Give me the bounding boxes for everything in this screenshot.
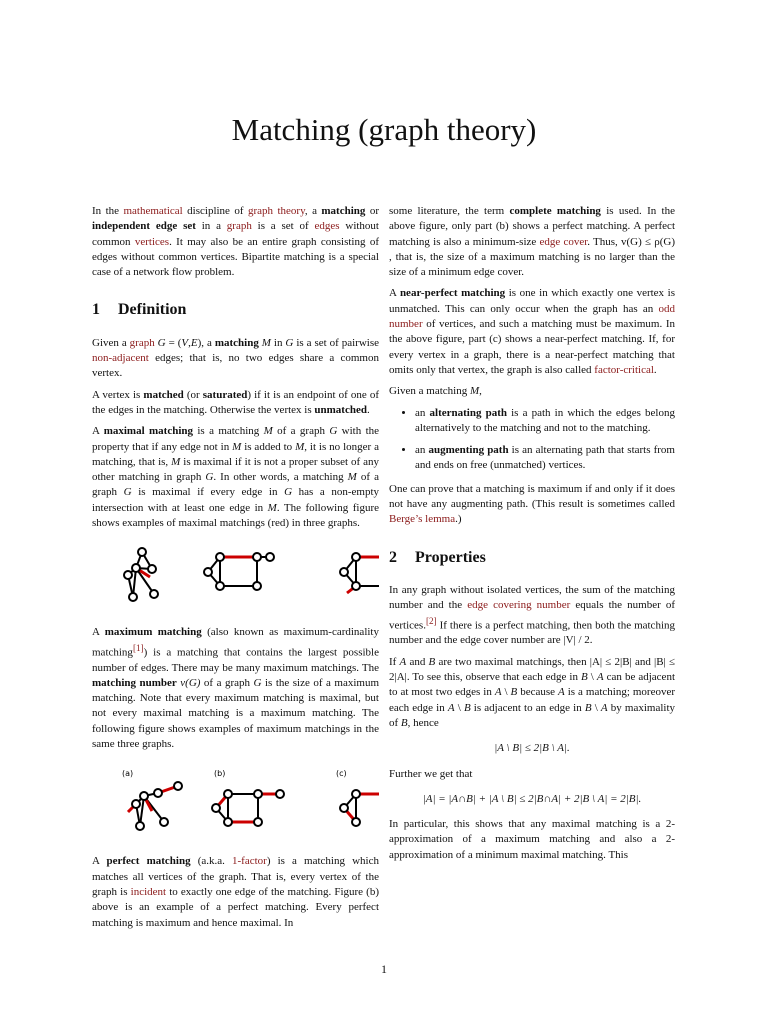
approximation-paragraph: In particular, this shows that any maximal matching is a 2-approximation of a maximum matching and also a 2-approximation of a minimum maximal matching. This bbox=[389, 818, 675, 861]
text-run: If there is a perfect matching, then both the matching number and the edge cover number are |V| / 2. bbox=[389, 619, 675, 647]
text-run: M bbox=[469, 385, 480, 398]
text-run: complete matching bbox=[509, 205, 601, 217]
text-run: is a set of bbox=[251, 220, 315, 233]
text-run: A vertex is bbox=[92, 388, 144, 401]
text-run: is a path in which the edges belong alternatively to the matching and not to the matching. bbox=[415, 406, 675, 434]
text-run: .) bbox=[455, 513, 462, 526]
text-run: G bbox=[253, 676, 262, 689]
graph-b bbox=[204, 553, 274, 590]
text-run: is added to bbox=[241, 440, 296, 453]
text-run: . It may also be an entire graph consisting of edges without common vertices. Bipartite matching is a special case of a network flow problem. bbox=[92, 235, 379, 279]
text-run: are two maximal matchings, then |A| ≤ 2|B| and |B| ≤ 2|A|. To see this, observe that each edge in bbox=[389, 655, 676, 684]
text-run: Given a bbox=[92, 336, 130, 349]
text-run: M bbox=[347, 471, 357, 484]
graph-c-max bbox=[340, 790, 379, 826]
text-run: A bbox=[494, 686, 502, 699]
wiki-link[interactable]: odd number bbox=[389, 302, 675, 331]
text-run: in bbox=[270, 336, 286, 349]
text-run: of a graph bbox=[92, 471, 380, 499]
maximum-matching-figure bbox=[92, 766, 379, 836]
text-run: is adjacent to an edge in bbox=[470, 701, 585, 714]
wiki-link[interactable]: non-adjacent bbox=[92, 352, 149, 365]
text-run: M bbox=[295, 440, 305, 453]
text-run: M bbox=[171, 455, 181, 468]
text-run: (also known as maximum-cardinality matching bbox=[92, 626, 379, 659]
wiki-link[interactable]: 1-factor bbox=[232, 855, 267, 868]
text-run: A bbox=[92, 855, 107, 868]
text-run: because bbox=[517, 686, 559, 699]
fig-label-c: (c) bbox=[336, 769, 347, 779]
maximal-matching-paragraph bbox=[92, 424, 379, 531]
page-title: Matching (graph theory) bbox=[231, 112, 537, 147]
text-run: equals the number of vertices. bbox=[389, 599, 675, 632]
list-item bbox=[415, 406, 675, 437]
text-run: G bbox=[285, 336, 294, 349]
text-run: , bbox=[479, 385, 482, 398]
text-run: . The following figure shows examples of maximal matchings (red) in three graphs. bbox=[92, 501, 379, 530]
text-run: = ( bbox=[165, 336, 182, 349]
wiki-link[interactable]: graph bbox=[129, 336, 155, 349]
text-run: G bbox=[157, 336, 166, 349]
text-run: is a set of pairwise bbox=[293, 336, 380, 349]
text-run: A bbox=[92, 425, 104, 438]
text-run: matched bbox=[143, 388, 184, 401]
text-run: B bbox=[400, 716, 408, 729]
text-run: One can prove that a matching is maximum if and only if it does not have any augmenting path. (This result is sometimes called bbox=[389, 482, 675, 511]
wiki-link[interactable]: edge cover bbox=[539, 235, 588, 248]
section-heading-properties: 2 Properties bbox=[389, 548, 486, 566]
text-run: has a non-empty intersection with at least one edge in bbox=[92, 486, 380, 514]
text-run: discipline of bbox=[182, 205, 248, 217]
text-run: B bbox=[581, 671, 588, 684]
further-paragraph: Further we get that bbox=[389, 767, 473, 780]
properties-paragraph bbox=[389, 583, 675, 649]
text-run: is maximal if it is not a proper subset of any other matching in graph bbox=[92, 455, 380, 484]
text-run: matching number bbox=[92, 676, 177, 689]
text-run: matching bbox=[214, 336, 259, 349]
text-run: in a bbox=[195, 220, 227, 233]
text-run: unmatched bbox=[314, 403, 367, 416]
text-run: Given a matching bbox=[389, 385, 470, 398]
wiki-link[interactable]: incident bbox=[130, 885, 167, 898]
text-run: A bbox=[558, 686, 565, 699]
text-run: . Thus, v(G) ≤ ρ(G) , that is, the size of a maximum matching is no larger than the size of a minimum edge cover. bbox=[389, 235, 675, 279]
text-run: G bbox=[284, 486, 293, 499]
text-run: is used. In the above figure, only part (b) shows a perfect matching. A perfect matching is also a minimum-size bbox=[389, 205, 675, 248]
text-run: A bbox=[399, 655, 407, 668]
matched-vertex-paragraph bbox=[92, 388, 379, 419]
text-run: is one in which exactly one vertex is unmatched. This can only occur when the graph has an bbox=[389, 287, 675, 315]
given-matching-paragraph bbox=[389, 384, 675, 399]
text-run: by maximality of bbox=[389, 701, 676, 729]
text-run: G bbox=[123, 486, 132, 499]
text-run: (or bbox=[183, 388, 203, 401]
text-run: . bbox=[366, 403, 370, 416]
maximal-bound-paragraph bbox=[389, 655, 675, 731]
text-run: \ bbox=[454, 701, 464, 714]
text-run: B bbox=[428, 655, 436, 668]
text-run: . bbox=[653, 363, 657, 376]
text-run: is a matching; moreover each edge in bbox=[389, 686, 675, 714]
text-run: B bbox=[510, 686, 518, 699]
fig-label-b: (b) bbox=[214, 769, 226, 779]
graph-a bbox=[124, 548, 158, 601]
wiki-link[interactable]: vertices bbox=[134, 235, 170, 248]
text-run: , a bbox=[304, 205, 322, 217]
intro-paragraph bbox=[92, 204, 379, 280]
maximum-matching-paragraph bbox=[92, 625, 379, 752]
fig-label-a: (a) bbox=[122, 769, 134, 779]
text-run: ) is a matching that contains the largest possible number of edges. There may be many maximum matchings. The bbox=[92, 646, 379, 674]
graph-a-max bbox=[128, 782, 182, 830]
text-run: to exactly one edge of the matching. Figure (b) above is an example of a perfect matching. Every perfect matching is maximum and hence maximal. In bbox=[92, 885, 379, 929]
text-run: \ bbox=[587, 671, 597, 684]
citation-link[interactable]: [2] bbox=[425, 615, 437, 626]
text-run: is maximal if every edge in bbox=[131, 486, 285, 499]
text-run: without common bbox=[92, 220, 379, 248]
text-run: B bbox=[584, 701, 592, 714]
text-run: G bbox=[205, 471, 214, 484]
text-run: perfect matching bbox=[106, 855, 191, 868]
text-run: maximal matching bbox=[103, 425, 194, 438]
wiki-link[interactable]: factor-critical bbox=[594, 363, 654, 376]
text-run: \ bbox=[591, 701, 601, 714]
text-run: can be adjacent to at most two edges in bbox=[389, 671, 675, 699]
text-run: and bbox=[406, 655, 429, 668]
text-run: . In other words, a matching bbox=[213, 471, 348, 484]
text-run: M bbox=[263, 425, 273, 438]
text-run: is a matching bbox=[193, 425, 264, 438]
text-run: A bbox=[447, 701, 455, 714]
left-column bbox=[92, 204, 379, 937]
text-run: , it is no longer a matching, that is, bbox=[92, 440, 379, 468]
list-item bbox=[415, 443, 675, 474]
perfect-matching-paragraph bbox=[92, 854, 379, 930]
text-run: matching bbox=[321, 205, 366, 217]
text-run: (a.k.a. bbox=[190, 855, 232, 868]
near-perfect-paragraph bbox=[389, 286, 675, 378]
text-run: , hence bbox=[407, 716, 439, 729]
text-run: some literature, the term bbox=[389, 205, 510, 217]
text-run: V bbox=[181, 336, 189, 349]
text-run: saturated bbox=[202, 388, 248, 401]
text-run: alternating path bbox=[429, 406, 507, 419]
section-heading-definition: 1 Definition bbox=[92, 301, 187, 319]
text-run: an bbox=[415, 406, 430, 419]
text-run: In any graph without isolated vertices, the sum of the matching number and the bbox=[389, 583, 675, 612]
equation-1: |A \ B| ≤ 2|B \ A|. bbox=[494, 742, 570, 755]
path-definitions-list bbox=[389, 406, 675, 474]
text-run: with the property that if any edge not in bbox=[92, 425, 380, 453]
text-run: G bbox=[329, 425, 338, 438]
text-run: B bbox=[463, 701, 471, 714]
text-run: A bbox=[389, 287, 400, 300]
text-run: ν(G) bbox=[176, 676, 201, 689]
complete-matching-paragraph bbox=[389, 204, 675, 280]
text-run: A bbox=[596, 671, 604, 684]
wiki-link[interactable]: edge covering number bbox=[467, 599, 571, 612]
text-run: augmenting path bbox=[428, 444, 509, 457]
maximal-matching-figure bbox=[92, 545, 379, 609]
text-run: \ bbox=[501, 686, 511, 699]
definition-paragraph bbox=[92, 336, 379, 382]
text-run: A bbox=[600, 701, 608, 714]
text-run: is an alternating path that starts from and ends on free (unmatched) vertices. bbox=[415, 444, 675, 472]
citation-link[interactable]: [1] bbox=[132, 642, 144, 653]
text-run: of a graph bbox=[200, 676, 254, 689]
text-run: If bbox=[389, 655, 400, 668]
page-number: 1 bbox=[381, 962, 387, 976]
maximum-matching-graphs bbox=[92, 766, 379, 836]
text-run: , bbox=[188, 336, 191, 349]
text-run: edges; that is, no two edges share a common vertex. bbox=[92, 352, 379, 380]
wiki-link[interactable]: graph theory bbox=[248, 205, 305, 217]
graph-c bbox=[340, 553, 379, 593]
text-run: E bbox=[190, 336, 198, 349]
text-run: of vertices, and such a matching must be maximum. In the above figure, part (c) shows a near-perfect matching. If, for every vertex in a graph, there is a near-perfect matching that omits only that vertex, the graph is also called bbox=[389, 318, 675, 376]
text-run: A bbox=[92, 626, 105, 639]
maximal-matching-graphs bbox=[92, 545, 379, 609]
text-run: M bbox=[232, 440, 242, 453]
berge-lemma-paragraph bbox=[389, 482, 675, 528]
text-run: In the bbox=[92, 205, 124, 217]
text-run: ) is a matching which matches all vertices of the graph. That is, every vertex of the graph is bbox=[92, 855, 379, 898]
wiki-link[interactable]: Berge’s lemma bbox=[389, 513, 456, 526]
text-run: or bbox=[365, 205, 379, 217]
text-run: maximum matching bbox=[104, 626, 202, 639]
text-run: M bbox=[261, 336, 271, 349]
text-run: ) if it is an endpoint of one of the edges in the matching. Otherwise the vertex is bbox=[92, 388, 379, 416]
text-run: near-perfect matching bbox=[399, 287, 506, 300]
text-run: M bbox=[267, 501, 277, 514]
wiki-link[interactable]: edges bbox=[314, 220, 340, 233]
text-run: ), a bbox=[197, 336, 215, 349]
text-run: is the size of a maximum matching. Note that every maximum matching is maximal, but not every maximal matching is a maximum matching. The following figure shows examples of maximum matchings in the same three graphs. bbox=[92, 676, 380, 751]
wiki-link[interactable]: graph bbox=[226, 220, 252, 233]
wiki-link[interactable]: mathematical bbox=[123, 205, 183, 217]
text-run: of a graph bbox=[272, 425, 330, 438]
graph-b-max bbox=[212, 790, 284, 826]
text-run: an bbox=[415, 444, 429, 457]
right-column bbox=[389, 204, 675, 869]
equation-2: |A| = |A∩B| + |A \ B| ≤ 2|B∩A| + 2|B \ A| = 2|B|. bbox=[422, 792, 642, 805]
text-run: independent edge set bbox=[92, 220, 196, 233]
